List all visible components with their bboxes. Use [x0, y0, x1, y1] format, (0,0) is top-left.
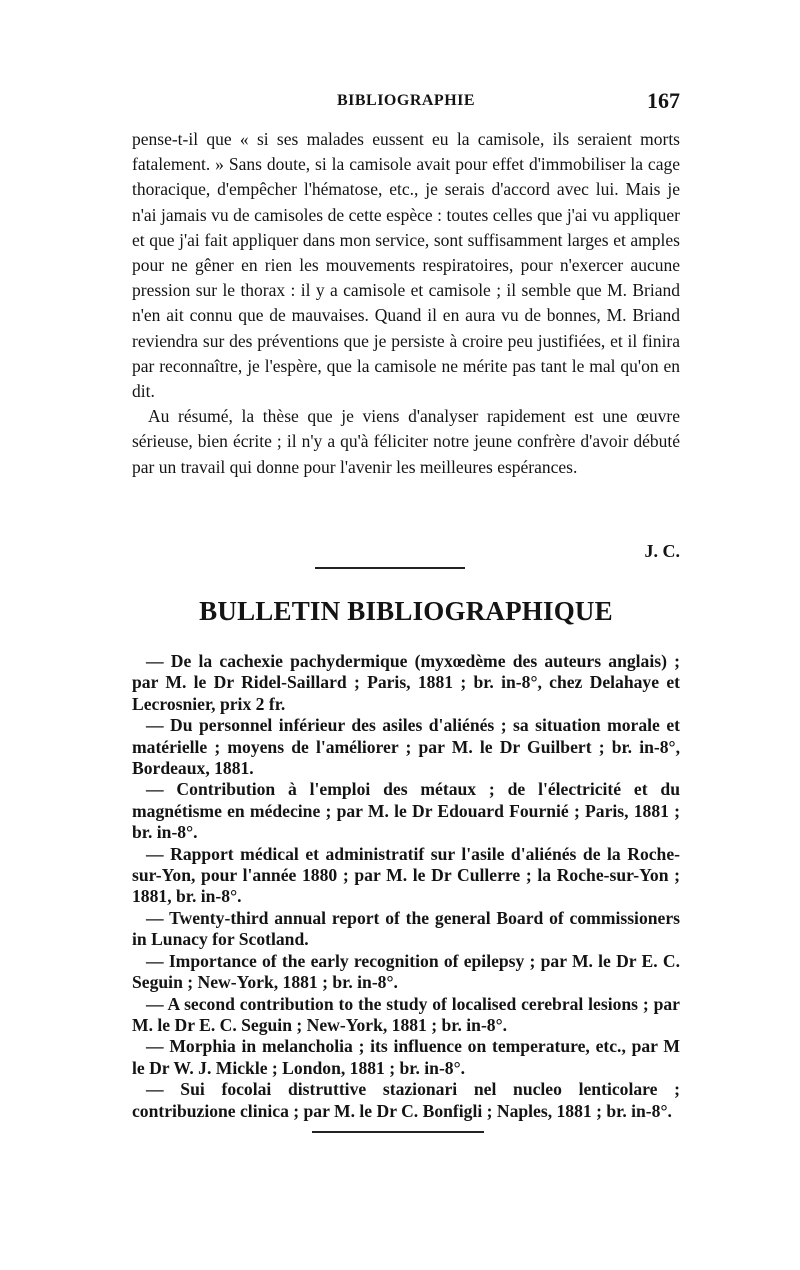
bulletin-entry: — Twenty-third annual report of the general Board of commissioners in Lunacy for Scotland.: [132, 907, 680, 950]
section-divider: [315, 567, 465, 569]
bulletin-list: [132, 651, 680, 1122]
bulletin-entry: — Du personnel inférieur des asiles d'aliénés ; sa situation morale et matérielle ; moyens de l'améliorer ; par M. le Dr Guilbert ; br. in-8°, Bordeaux, 1881.: [132, 715, 680, 779]
bulletin-entry: — Contribution à l'emploi des métaux ; de l'électricité et du magnétisme en médecine ; par M. le Dr Edouard Fournié ; Paris, 1881 ; br. in-8°.: [132, 779, 680, 843]
bulletin-entry: — Importance of the early recognition of epilepsy ; par M. le Dr E. C. Seguin ; New-York, 1881 ; br. in-8°.: [132, 950, 680, 993]
bulletin-entry: — Morphia in melancholia ; its influence on temperature, etc., par M le Dr W. J. Mickle ; London, 1881 ; br. in-8°.: [132, 1036, 680, 1078]
bulletin-entry: — Rapport médical et administratif sur l'asile d'aliénés de la Roche-sur-Yon, pour l'année 1880 ; par M. le Dr Cullerre ; la Roche-sur-Yon ; 1881, br. in-8°.: [132, 843, 680, 907]
review-text: [132, 127, 680, 480]
end-rule: [312, 1131, 484, 1133]
section-title: BULLETIN BIBLIOGRAPHIQUE: [199, 596, 613, 626]
review-paragraph: pense-t-il que « si ses malades eussent eu la camisole, ils seraient morts fatalement. » Sans doute, si la camisole avait pour effet d'immobiliser la cage thoracique, d'empêcher l'hématose, etc., je serais d'accord avec lui. Mais je n'ai jamais vu de camisoles de cette espèce : toutes celles que j'ai vu appliquer et que j'ai fait appliquer dans mon service, sont suffisamment larges et amples pour ne gêner en rien les mouvements respiratoires, pour n'exercer aucune pression sur le thorax : il y a camisole et camisole ; il semble que M. Briand n'en ait connu que de mauvaises. Quand il en aura vu de bonnes, M. Briand reviendra sur des préventions que je persiste à croire peu justifiées, et il finira par reconnaître, je l'espère, que la camisole ne mérite pas tant le mal qu'on en dit.: [132, 129, 680, 402]
page-number: 167: [647, 88, 680, 113]
review-paragraph: Au résumé, la thèse que je viens d'analyser rapidement est une œuvre sérieuse, bien écrite ; il n'y a qu'à féliciter notre jeune confrère d'avoir débuté par un travail qui donne pour l'avenir les meilleures espérances.: [132, 406, 680, 477]
running-head: BIBLIOGRAPHIE: [336, 92, 476, 109]
bulletin-entry: — Sui focolai distruttive stazionari nel nucleo lenticolare ; contribuzione clinica ; par M. le Dr C. Bonfigli ; Naples, 1881 ; br. in-8°.: [132, 1079, 680, 1121]
review-signature: J. C.: [644, 541, 680, 561]
bulletin-entry: — De la cachexie pachydermique (myxœdème des auteurs anglais) ; par M. le Dr Ridel-Saillard ; Paris, 1881 ; br. in-8°, chez Delahaye et Lecrosnier, prix 2 fr.: [132, 651, 680, 714]
bulletin-entry: — A second contribution to the study of localised cerebral lesions ; par M. le Dr E. C. Seguin ; New-York, 1881 ; br. in-8°.: [132, 993, 680, 1035]
page-header: [132, 90, 680, 114]
